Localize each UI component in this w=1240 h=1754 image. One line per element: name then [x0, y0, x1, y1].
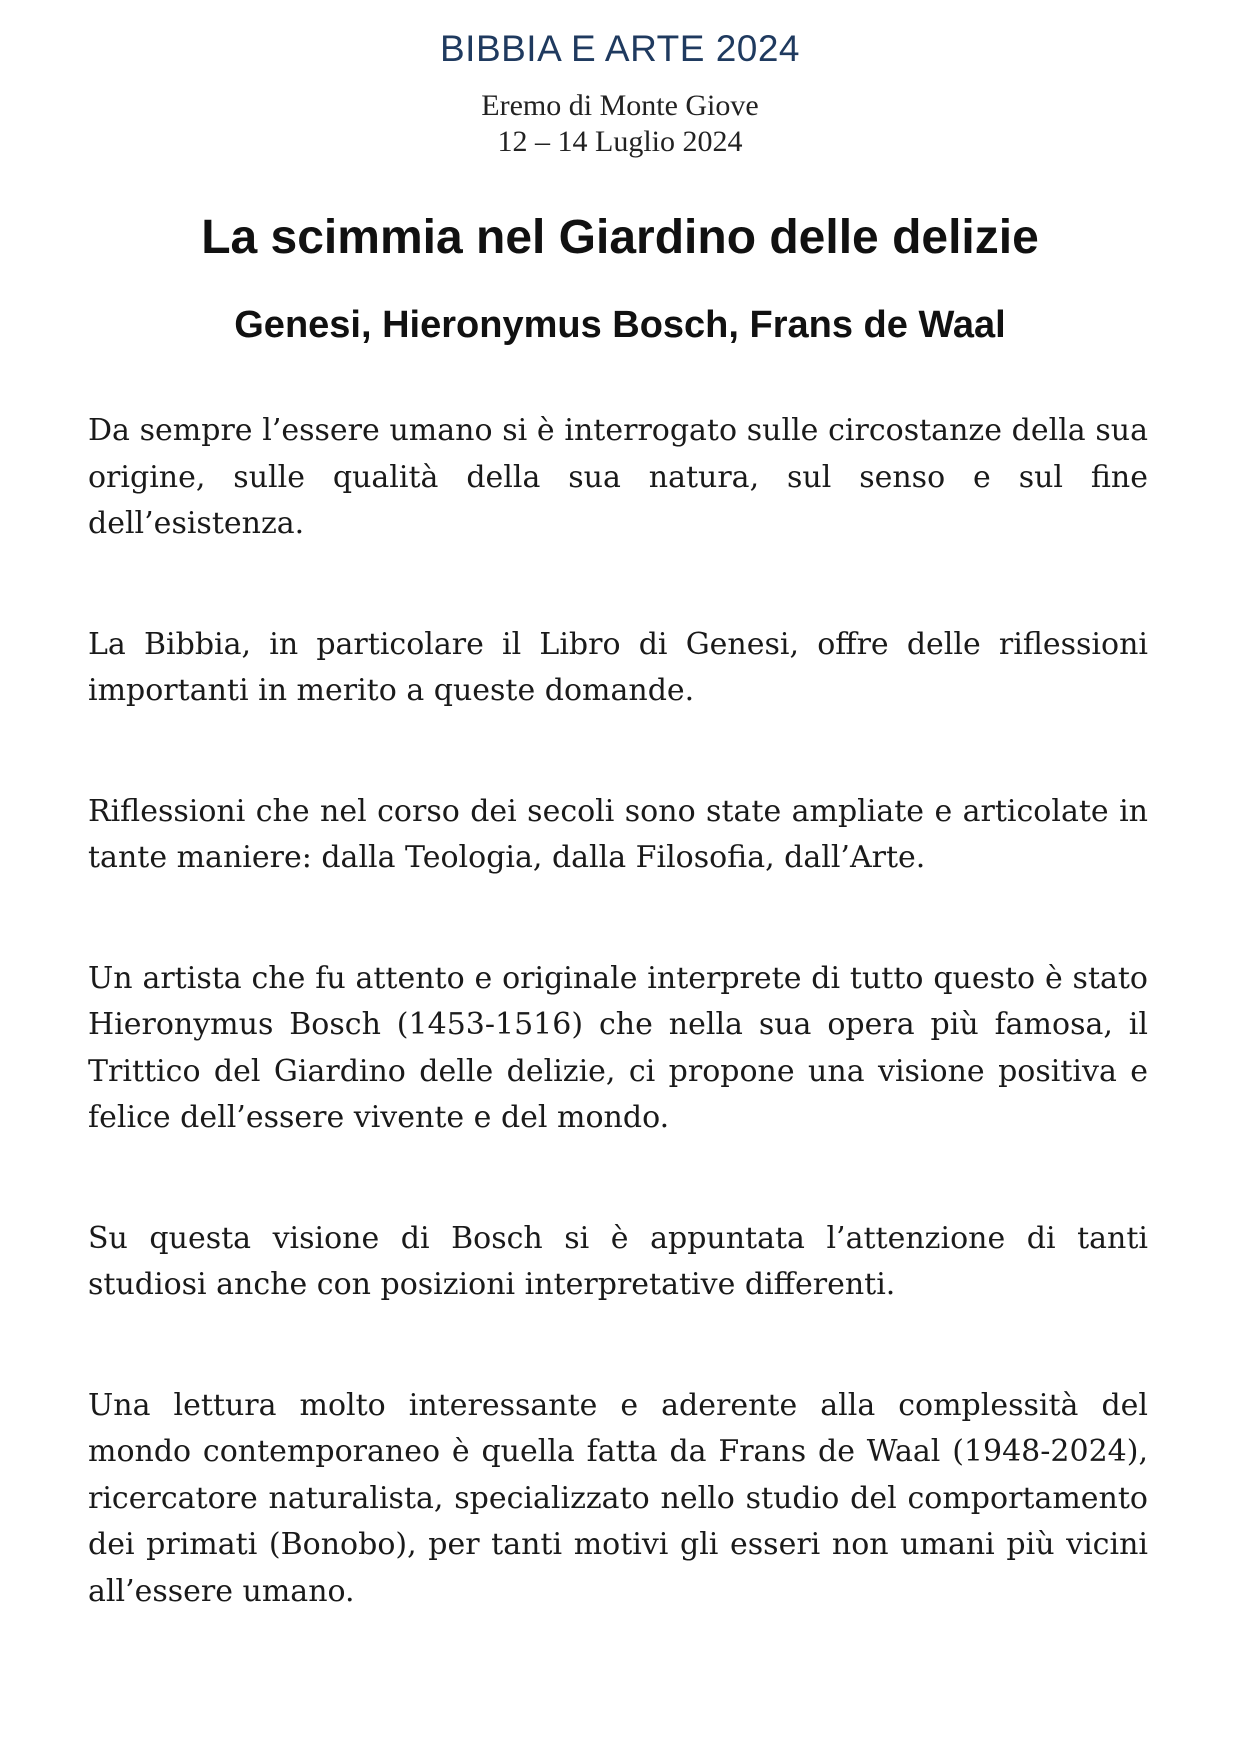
event-dates: 12 – 14 Luglio 2024 — [497, 125, 743, 158]
series-title: BIBBIA E ARTE 2024 — [439, 28, 801, 69]
page-subtitle: Genesi, Hieronymus Bosch, Frans de Waal — [234, 304, 1006, 346]
paragraph: Da sempre l’essere umano si è interrogato sulle circostanze della sua origine, sulle qualità della sua natura, sul senso e sul fine dell’esistenza. — [88, 413, 1148, 541]
paragraph: Su questa visione di Bosch si è appuntata l’attenzione di tanti studiosi anche con posizioni interpretative differenti. — [88, 1220, 1148, 1302]
page-title: La scimmia nel Giardino delle delizie — [201, 211, 1039, 264]
event-info — [0, 88, 1240, 160]
paragraph: Una lettura molto interessante e aderente alla complessità del mondo contemporaneo è quella fatta da Frans de Waal (1948-2024), ricercatore naturalista, specializzato nello studio del comportamento dei primati (Bonobo), per tanti motivi gli esseri non umani più vicini all’essere umano. — [88, 1387, 1148, 1609]
venue-name: Eremo di Monte Giove — [481, 89, 759, 122]
paragraph: Riflessioni che nel corso dei secoli sono state ampliate e articolate in tante maniere: dalla Teologia, dalla Filosofia, dall’Arte. — [88, 793, 1148, 875]
paragraph: Un artista che fu attento e originale interprete di tutto questo è stato Hieronymus Bosch (1453-1516) che nella sua opera più famosa, il Trittico del Giardino delle delizie, ci propone una visione positiva e felice dell’essere vivente e del mondo. — [88, 960, 1148, 1135]
body-text — [88, 408, 1148, 1689]
paragraph: La Bibbia, in particolare il Libro di Genesi, offre delle riflessioni importanti in merito a queste domande. — [88, 626, 1148, 708]
